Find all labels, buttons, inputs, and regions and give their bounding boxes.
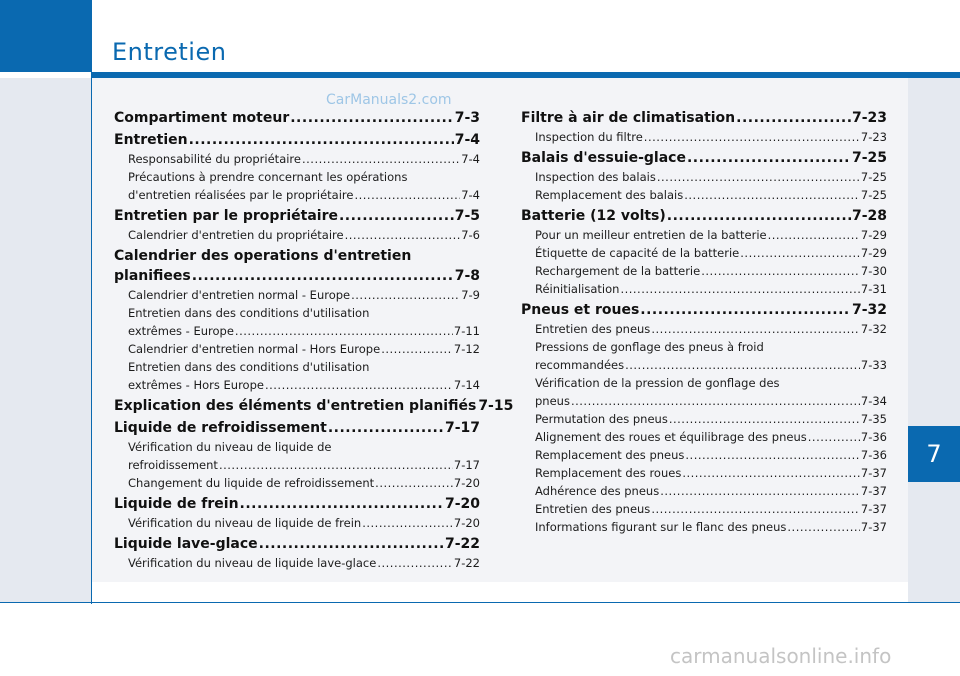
dot-leader xyxy=(651,320,860,338)
dot-leader xyxy=(381,340,453,358)
toc-entry-title: Calendrier d'entretien du propriétaire xyxy=(128,228,344,242)
toc-page-number: 7-5 xyxy=(454,208,480,224)
toc-page-number: 7-36 xyxy=(860,448,887,462)
toc-page-number: 7-4 xyxy=(461,188,480,202)
toc-entry-title: Entretien des pneus xyxy=(535,322,651,336)
toc-subsection-entry[interactable] xyxy=(521,226,887,244)
toc-entry-title: Entretien dans des conditions d'utilisation xyxy=(128,360,370,374)
toc-entry-title: pneus xyxy=(535,394,570,408)
toc-entry-title: Batterie (12 volts) xyxy=(521,208,666,224)
dot-leader xyxy=(657,168,860,186)
toc-subsection-entry[interactable] xyxy=(521,428,887,446)
toc-entry-title: Liquide de refroidissement xyxy=(114,420,327,436)
dot-leader xyxy=(235,322,453,340)
dot-leader xyxy=(351,286,460,304)
dot-leader xyxy=(265,376,453,394)
left-margin-panel xyxy=(0,78,92,602)
toc-page-number: 7-35 xyxy=(860,412,887,426)
toc-page-number: 7-30 xyxy=(860,264,887,278)
toc-entry-title: Liquide de frein xyxy=(114,496,239,512)
toc-page-number: 7-33 xyxy=(860,358,887,372)
toc-entry-title: planifiees xyxy=(114,268,191,284)
toc-entry-title: Liquide lave-glace xyxy=(114,536,258,552)
toc-subsection-entry[interactable] xyxy=(114,554,480,572)
toc-entry-title: Remplacement des balais xyxy=(535,188,684,202)
toc-page-number: 7-15 xyxy=(478,398,514,414)
toc-page-number: 7-28 xyxy=(851,208,887,224)
toc-subsection-entry[interactable] xyxy=(114,226,480,244)
toc-entry-title: Entretien xyxy=(114,132,188,148)
toc-entry-title: Remplacement des pneus xyxy=(535,448,685,462)
toc-entry-title: Pressions de gonflage des pneus à froid xyxy=(535,340,764,354)
toc-entry-title: Inspection des balais xyxy=(535,170,656,184)
toc-entry-title: Responsabilité du propriétaire xyxy=(128,152,301,166)
toc-entry-title: refroidissement xyxy=(128,458,218,472)
toc-entry-title: Calendrier des operations d'entretien xyxy=(114,248,412,264)
dot-leader xyxy=(701,262,860,280)
toc-entry-title: Entretien des pneus xyxy=(535,502,651,516)
footer-rule xyxy=(0,602,960,603)
dot-leader xyxy=(768,226,860,244)
toc-entry-title: d'entretien réalisées par le propriétaire xyxy=(128,188,354,202)
dot-leader xyxy=(685,446,860,464)
toc-entry-title: Vérification de la pression de gonflage des xyxy=(535,376,780,390)
toc-page-number: 7-25 xyxy=(860,170,887,184)
toc-page-number: 7-34 xyxy=(860,394,887,408)
toc-page-number: 7-37 xyxy=(860,502,887,516)
toc-page-number: 7-4 xyxy=(454,132,480,148)
toc-subsection-entry[interactable] xyxy=(521,410,887,428)
toc-page-number: 7-32 xyxy=(851,302,887,318)
toc-entry-title: Alignement des roues et équilibrage des pneus xyxy=(535,430,807,444)
toc-subsection-entry[interactable] xyxy=(114,438,480,456)
dot-leader xyxy=(240,495,444,514)
toc-subsection-entry[interactable] xyxy=(521,374,887,392)
toc-page-number: 7-3 xyxy=(454,110,480,126)
toc-page-number: 7-31 xyxy=(860,282,887,296)
toc-page-number: 7-36 xyxy=(860,430,887,444)
toc-subsection-entry[interactable] xyxy=(114,168,480,186)
dot-leader xyxy=(651,500,860,518)
toc-subsection-entry[interactable] xyxy=(114,474,480,492)
dot-leader xyxy=(290,109,453,128)
toc-page-number: 7-25 xyxy=(851,150,887,166)
left-rule xyxy=(91,72,92,604)
toc-subsection-entry[interactable] xyxy=(521,128,887,146)
toc-page-number: 7-20 xyxy=(453,476,480,490)
toc-entry-title: Calendrier d'entretien normal - Europe xyxy=(128,288,351,302)
dot-leader xyxy=(571,392,860,410)
toc-page-number: 7-25 xyxy=(860,188,887,202)
toc-page-number: 7-22 xyxy=(444,536,480,552)
dot-leader xyxy=(736,109,851,128)
dot-leader xyxy=(345,226,461,244)
toc-subsection-entry[interactable] xyxy=(521,482,887,500)
toc-entry-title: Permutation des pneus xyxy=(535,412,668,426)
toc-entry-title: extrêmes - Europe xyxy=(128,324,234,338)
toc-page-number: 7-14 xyxy=(453,378,480,392)
toc-section-entry[interactable] xyxy=(114,495,480,514)
toc-page-number: 7-17 xyxy=(444,420,480,436)
toc-section-entry[interactable] xyxy=(114,419,480,438)
dot-leader xyxy=(787,518,860,536)
toc-entry-title: Compartiment moteur xyxy=(114,110,290,126)
toc-entry-title: Rechargement de la batterie xyxy=(535,264,701,278)
dot-leader xyxy=(377,554,453,572)
dot-leader xyxy=(189,131,454,150)
toc-section-entry[interactable] xyxy=(114,535,480,554)
toc-entry-title: Étiquette de capacité de la batterie xyxy=(535,246,740,260)
toc-entry-title: Vérification du niveau de liquide de frein xyxy=(128,516,362,530)
toc-subsection-entry[interactable] xyxy=(114,286,480,304)
toc-subsection-entry[interactable] xyxy=(521,446,887,464)
toc-subsection-entry[interactable] xyxy=(521,244,887,262)
toc-section-entry[interactable] xyxy=(521,149,887,168)
dot-leader xyxy=(740,244,860,262)
toc-right-column xyxy=(521,108,887,536)
toc-section-entry[interactable] xyxy=(114,131,480,150)
toc-entry-title: recommandées xyxy=(535,358,625,372)
toc-entry-title: Adhérence des pneus xyxy=(535,484,660,498)
toc-page-number: 7-9 xyxy=(461,288,480,302)
toc-page-number: 7-6 xyxy=(461,228,480,242)
toc-entry-title: Entretien par le propriétaire xyxy=(114,208,338,224)
header-color-block xyxy=(0,0,92,72)
toc-page-number: 7-20 xyxy=(444,496,480,512)
toc-section-entry[interactable] xyxy=(521,109,887,128)
watermark-bottom: carmanualsonline.info xyxy=(670,644,892,668)
toc-entry-title: Inspection du filtre xyxy=(535,130,643,144)
chapter-number: 7 xyxy=(926,440,942,468)
toc-entry-title: Explication des éléments d'entretien planifiés xyxy=(114,398,477,414)
dot-leader xyxy=(644,128,860,146)
chapter-tab[interactable] xyxy=(908,426,960,482)
right-margin-strip xyxy=(908,78,960,602)
toc-entry-title: Vérification du niveau de liquide de xyxy=(128,440,332,454)
toc-section-entry[interactable] xyxy=(114,207,480,226)
toc-page-number: 7-11 xyxy=(453,324,480,338)
toc-section-entry[interactable] xyxy=(114,247,480,266)
dot-leader xyxy=(687,149,851,168)
toc-section-entry[interactable] xyxy=(114,109,480,128)
toc-entry-title: Balais d'essuie-glace xyxy=(521,150,686,166)
toc-subsection-entry[interactable] xyxy=(114,376,480,394)
toc-entry-title: Pour un meilleur entretien de la batterie xyxy=(535,228,767,242)
toc-page-number: 7-22 xyxy=(453,556,480,570)
toc-subsection-entry[interactable] xyxy=(521,338,887,356)
toc-subsection-entry[interactable] xyxy=(521,168,887,186)
toc-subsection-entry[interactable] xyxy=(114,456,480,474)
toc-page-number: 7-37 xyxy=(860,484,887,498)
toc-page-number: 7-23 xyxy=(851,110,887,126)
toc-entry-title: extrêmes - Hors Europe xyxy=(128,378,264,392)
toc-subsection-entry[interactable] xyxy=(114,340,480,358)
toc-entry-title: Précautions à prendre concernant les opérations xyxy=(128,170,408,184)
toc-entry-title: Informations figurant sur le flanc des pneus xyxy=(535,520,787,534)
dot-leader xyxy=(682,464,860,482)
header-rule xyxy=(92,72,960,78)
toc-left-column xyxy=(114,108,514,572)
toc-page-number: 7-4 xyxy=(461,152,480,166)
toc-entry-title: Réinitialisation xyxy=(535,282,620,296)
toc-page-number: 7-8 xyxy=(454,268,480,284)
toc-section-entry[interactable] xyxy=(114,397,514,416)
toc-entry-title: Remplacement des roues xyxy=(535,466,682,480)
toc-entry-title: Pneus et roues xyxy=(521,302,640,318)
toc-section-entry[interactable] xyxy=(521,207,887,226)
dot-leader xyxy=(192,267,454,286)
dot-leader xyxy=(660,482,860,500)
dot-leader xyxy=(640,301,851,320)
dot-leader xyxy=(339,207,454,226)
toc-page-number: 7-32 xyxy=(860,322,887,336)
toc-entry-title: Vérification du niveau de liquide lave-glace xyxy=(128,556,377,570)
toc-subsection-entry[interactable] xyxy=(521,186,887,204)
toc-subsection-entry[interactable] xyxy=(521,320,887,338)
toc-page-number: 7-23 xyxy=(860,130,887,144)
dot-leader xyxy=(375,474,453,492)
toc-subsection-entry[interactable] xyxy=(114,358,480,376)
toc-entry-title: Filtre à air de climatisation xyxy=(521,110,736,126)
dot-leader xyxy=(219,456,453,474)
dot-leader xyxy=(620,280,859,298)
toc-subsection-entry[interactable] xyxy=(114,150,480,168)
toc-subsection-entry[interactable] xyxy=(521,280,887,298)
dot-leader xyxy=(684,186,860,204)
toc-subsection-entry[interactable] xyxy=(114,322,480,340)
dot-leader xyxy=(354,186,460,204)
toc-page-number: 7-29 xyxy=(860,228,887,242)
toc-subsection-entry[interactable] xyxy=(521,464,887,482)
toc-subsection-entry[interactable] xyxy=(521,500,887,518)
toc-subsection-entry[interactable] xyxy=(521,392,887,410)
toc-section-entry[interactable] xyxy=(521,301,887,320)
toc-subsection-entry[interactable] xyxy=(521,518,887,536)
toc-entry-title: Entretien dans des conditions d'utilisation xyxy=(128,306,370,320)
dot-leader xyxy=(328,419,444,438)
toc-entry-title: Calendrier d'entretien normal - Hors Europe xyxy=(128,342,381,356)
dot-leader xyxy=(667,207,851,226)
toc-subsection-entry[interactable] xyxy=(521,356,887,374)
dot-leader xyxy=(625,356,860,374)
dot-leader xyxy=(259,535,444,554)
toc-subsection-entry[interactable] xyxy=(114,186,480,204)
toc-subsection-entry[interactable] xyxy=(114,304,480,322)
toc-page-number: 7-17 xyxy=(453,458,480,472)
toc-page-number: 7-29 xyxy=(860,246,887,260)
toc-subsection-entry[interactable] xyxy=(114,514,480,532)
toc-page-number: 7-37 xyxy=(860,466,887,480)
toc-entry-title: Changement du liquide de refroidissement xyxy=(128,476,375,490)
dot-leader xyxy=(669,410,860,428)
toc-page-number: 7-12 xyxy=(453,342,480,356)
toc-subsection-entry[interactable] xyxy=(521,262,887,280)
dot-leader xyxy=(302,150,460,168)
dot-leader xyxy=(362,514,453,532)
toc-page-number: 7-37 xyxy=(860,520,887,534)
toc-section-entry[interactable] xyxy=(114,267,480,286)
watermark-top: CarManuals2.com xyxy=(326,92,452,108)
toc-page-number: 7-20 xyxy=(453,516,480,530)
page-title: Entretien xyxy=(112,38,227,66)
dot-leader xyxy=(808,428,860,446)
